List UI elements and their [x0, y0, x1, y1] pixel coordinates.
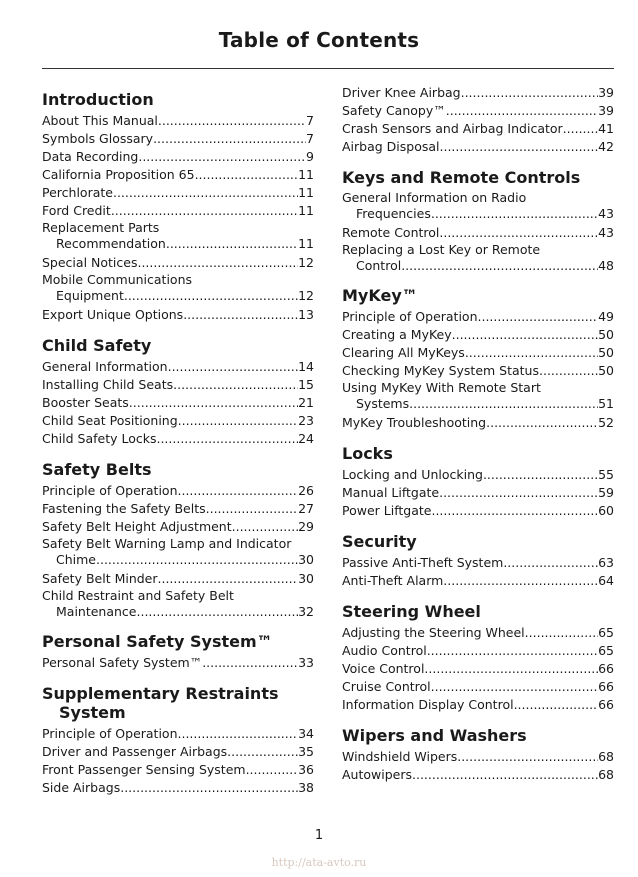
dot-leader: [129, 394, 298, 412]
toc-entry-power-liftgate[interactable]: [342, 502, 614, 520]
toc-section-personal-safety-system: [42, 632, 314, 672]
entry-title: Principle of Operation: [42, 726, 178, 741]
entry-page-number: 15: [298, 377, 314, 392]
toc-entry-side-airbags[interactable]: [42, 779, 314, 797]
dot-leader: [138, 148, 306, 166]
toc-entry-windshield-wipers[interactable]: [342, 748, 614, 766]
entry-page-number: 50: [598, 345, 614, 360]
section-title: Wipers and Washers: [342, 726, 527, 745]
entry-title: Autowipers: [342, 767, 412, 782]
entry-title: Audio Control: [342, 643, 427, 658]
entry-page-number: 35: [298, 744, 314, 759]
entry-page-number: 43: [598, 225, 614, 240]
toc-entry-driver-and-passenger-airbags[interactable]: [42, 743, 314, 761]
dot-leader: [137, 254, 298, 272]
section-title: Keys and Remote Controls: [342, 168, 581, 187]
dot-leader: [431, 206, 598, 222]
toc-section-continued: [342, 84, 614, 156]
entry-page-number: 9: [306, 149, 314, 164]
entry-title: Power Liftgate: [342, 503, 432, 518]
entry-title: Windshield Wipers: [342, 749, 458, 764]
dot-leader: [446, 102, 598, 120]
toc-entry-general-information[interactable]: [42, 358, 314, 376]
toc-entry-export-unique-options[interactable]: [42, 306, 314, 324]
entry-page-number: 59: [598, 485, 614, 500]
dot-leader: [439, 484, 598, 502]
toc-entry-clearing-all-mykeys[interactable]: [342, 344, 614, 362]
toc-section-steering-wheel: [342, 602, 614, 714]
section-title: Security: [342, 532, 417, 551]
toc-entry-mykey-troubleshooting[interactable]: [342, 414, 614, 432]
entry-title: Child Seat Positioning: [42, 413, 178, 428]
entry-page-number: 33: [298, 655, 314, 670]
entry-page-number: 11: [298, 167, 314, 182]
toc-entry-information-display-control[interactable]: [342, 696, 614, 714]
toc-entry-personal-safety-system[interactable]: [42, 654, 314, 672]
entry-title: Manual Liftgate: [342, 485, 440, 500]
entry-title: Passive Anti-Theft System: [342, 555, 504, 570]
dot-leader: [168, 358, 299, 376]
toc-section-locks: [342, 444, 614, 520]
entry-title: Driver and Passenger Airbags: [42, 744, 228, 759]
entry-title: Clearing All MyKeys: [342, 345, 465, 360]
dot-leader: [96, 552, 298, 568]
page-number: 1: [314, 828, 324, 843]
toc-entry-safety-belt-height-adjustment[interactable]: [42, 518, 314, 536]
toc-entry-remote-control[interactable]: [342, 224, 614, 242]
entry-page-number: 7: [306, 113, 314, 128]
toc-entry-safety-belt-minder[interactable]: [42, 570, 314, 588]
dot-leader: [124, 288, 298, 304]
entry-title: Anti-Theft Alarm: [342, 573, 444, 588]
toc-entry-safety-belt-warning-lamp-and-indicator-chime[interactable]: [42, 536, 314, 568]
toc-entry-ford-credit[interactable]: [42, 202, 314, 220]
entry-page-number: 55: [598, 467, 614, 482]
toc-entry-special-notices[interactable]: [42, 254, 314, 272]
toc-entry-audio-control[interactable]: [342, 642, 614, 660]
entry-title-line: Replacing a Lost Key or Remote: [342, 242, 541, 257]
entry-title: Airbag Disposal: [342, 139, 440, 154]
entry-page-number: 7: [306, 131, 314, 146]
entry-page-number: 12: [298, 288, 314, 303]
entry-page-number: 11: [298, 236, 314, 251]
entry-page-number: 21: [298, 395, 314, 410]
dot-leader: [166, 236, 298, 252]
dot-leader: [452, 326, 598, 344]
entry-title: Information Display Control: [342, 697, 514, 712]
entry-page-number: 24: [298, 431, 314, 446]
toc-section-introduction: [42, 90, 314, 324]
entry-page-number: 66: [598, 679, 614, 694]
entry-page-number: 38: [298, 780, 314, 795]
entry-title-line: Mobile Communications: [42, 272, 193, 287]
toc-entry-california-proposition-65[interactable]: [42, 166, 314, 184]
toc-section-child-safety: [42, 336, 314, 448]
dot-leader: [206, 500, 298, 518]
dot-leader: [478, 308, 599, 326]
entry-title: Export Unique Options: [42, 307, 184, 322]
toc-entry-principle-of-operation[interactable]: [42, 482, 314, 500]
entry-title: Systems: [356, 396, 410, 411]
entry-page-number: 64: [598, 573, 614, 588]
toc-entry-mobile-communications-equipment[interactable]: [42, 272, 314, 304]
entry-page-number: 52: [598, 415, 614, 430]
dot-leader: [401, 258, 598, 274]
toc-section-mykey: [342, 286, 614, 432]
toc-entry-replacement-parts-recommendation[interactable]: [42, 220, 314, 252]
entry-page-number: 51: [598, 396, 614, 411]
section-title: Personal Safety System™: [42, 632, 273, 651]
toc-entry-data-recording[interactable]: [42, 148, 314, 166]
entry-page-number: 11: [298, 203, 314, 218]
toc-entry-cruise-control[interactable]: [342, 678, 614, 696]
dot-leader: [409, 396, 598, 412]
entry-page-number: 39: [598, 85, 614, 100]
entry-page-number: 27: [298, 501, 314, 516]
entry-title: Symbols Glossary: [42, 131, 154, 146]
dot-leader: [514, 696, 599, 714]
section-title: Safety Belts: [42, 460, 152, 479]
dot-leader: [246, 761, 299, 779]
entry-page-number: 48: [598, 258, 614, 273]
toc-entry-replacing-a-lost-key-or-remote-control[interactable]: [342, 242, 614, 274]
entry-title: Safety Canopy™: [342, 103, 446, 118]
entry-page-number: 43: [598, 206, 614, 221]
entry-page-number: 65: [598, 625, 614, 640]
entry-title: Locking and Unlocking: [342, 467, 483, 482]
entry-title: Creating a MyKey: [342, 327, 452, 342]
entry-title: Ford Credit: [42, 203, 111, 218]
toc-section-safety-belts: [42, 460, 314, 620]
entry-title-line: Using MyKey With Remote Start: [342, 380, 541, 395]
dot-leader: [431, 502, 598, 520]
entry-title: Chime: [56, 552, 96, 567]
entry-page-number: 11: [298, 185, 314, 200]
entry-title: Child Safety Locks: [42, 431, 157, 446]
dot-leader: [120, 779, 298, 797]
entry-page-number: 68: [598, 749, 614, 764]
toc-entry-symbols-glossary[interactable]: [42, 130, 314, 148]
dot-leader: [173, 376, 298, 394]
toc-entry-autowipers[interactable]: [342, 766, 614, 784]
toc-entry-child-seat-positioning[interactable]: [42, 412, 314, 430]
toc-entry-child-safety-locks[interactable]: [42, 430, 314, 448]
dot-leader: [111, 202, 298, 220]
entry-page-number: 49: [598, 309, 614, 324]
entry-title: Front Passenger Sensing System: [42, 762, 246, 777]
dot-leader: [439, 224, 598, 242]
section-title: Supplementary Restraints System: [42, 684, 279, 722]
entry-title-line: General Information on Radio: [342, 190, 527, 205]
entry-title: Cruise Control: [342, 679, 431, 694]
entry-title: Checking MyKey System Status: [342, 363, 539, 378]
entry-title: Perchlorate: [42, 185, 113, 200]
section-title: Locks: [342, 444, 393, 463]
section-title: MyKey™: [342, 286, 418, 305]
dot-leader: [158, 112, 306, 130]
entry-title: Frequencies: [356, 206, 431, 221]
entry-page-number: 50: [598, 363, 614, 378]
watermark: http://ata-avto.ru: [271, 856, 367, 869]
toc-entry-general-information-on-radio-frequencies[interactable]: [342, 190, 614, 222]
entry-title: Safety Belt Height Adjustment: [42, 519, 232, 534]
toc-section-keys-and-remote-controls: [342, 168, 614, 274]
entry-title: Installing Child Seats: [42, 377, 174, 392]
toc-entry-fastening-the-safety-belts[interactable]: [42, 500, 314, 518]
toc-entry-anti-theft-alarm[interactable]: [342, 572, 614, 590]
dot-leader: [486, 414, 598, 432]
dot-leader: [427, 642, 598, 660]
toc-entry-adjusting-the-steering-wheel[interactable]: [342, 624, 614, 642]
entry-title: Recommendation: [56, 236, 166, 251]
dot-leader: [424, 660, 598, 678]
entry-title: Data Recording: [42, 149, 139, 164]
toc-entry-perchlorate[interactable]: [42, 184, 314, 202]
entry-title: General Information: [42, 359, 168, 374]
entry-page-number: 29: [298, 519, 314, 534]
entry-title: About This Manual: [42, 113, 158, 128]
dot-leader: [158, 570, 299, 588]
entry-title: Adjusting the Steering Wheel: [342, 625, 525, 640]
toc-entry-crash-sensors-and-airbag-indicator[interactable]: [342, 120, 614, 138]
toc-entry-voice-control[interactable]: [342, 660, 614, 678]
entry-title: Principle of Operation: [42, 483, 178, 498]
dot-leader: [483, 466, 598, 484]
entry-page-number: 42: [598, 139, 614, 154]
entry-page-number: 65: [598, 643, 614, 658]
entry-page-number: 13: [298, 307, 314, 322]
dot-leader: [443, 572, 598, 590]
toc-entry-checking-mykey-system-status[interactable]: [342, 362, 614, 380]
entry-title: Side Airbags: [42, 780, 121, 795]
dot-leader: [503, 554, 598, 572]
dot-leader: [232, 518, 298, 536]
entry-title: MyKey Troubleshooting: [342, 415, 487, 430]
toc-entry-passive-anti-theft-system[interactable]: [342, 554, 614, 572]
dot-leader: [440, 138, 599, 156]
entry-page-number: 12: [298, 255, 314, 270]
dot-leader: [137, 604, 299, 620]
toc-entry-child-restraint-and-safety-belt-maintenance[interactable]: [42, 588, 314, 620]
entry-page-number: 41: [598, 121, 614, 136]
toc-column-left: [42, 84, 314, 797]
entry-page-number: 63: [598, 555, 614, 570]
entry-page-number: 23: [298, 413, 314, 428]
entry-page-number: 30: [298, 571, 314, 586]
dot-leader: [457, 748, 598, 766]
dot-leader: [431, 678, 598, 696]
entry-page-number: 66: [598, 661, 614, 676]
entry-title: Equipment: [56, 288, 124, 303]
entry-page-number: 32: [298, 604, 314, 619]
toc-entry-installing-child-seats[interactable]: [42, 376, 314, 394]
entry-page-number: 26: [298, 483, 314, 498]
title-divider: [42, 68, 614, 69]
section-title: Steering Wheel: [342, 602, 481, 621]
section-title: Introduction: [42, 90, 154, 109]
dot-leader: [202, 654, 298, 672]
toc-entry-driver-knee-airbag[interactable]: [342, 84, 614, 102]
entry-title: Personal Safety System™: [42, 655, 203, 670]
entry-title-line: Replacement Parts: [42, 220, 160, 235]
entry-page-number: 50: [598, 327, 614, 342]
dot-leader: [563, 120, 598, 138]
dot-leader: [465, 344, 598, 362]
entry-page-number: 30: [298, 552, 314, 567]
entry-page-number: 34: [298, 726, 314, 741]
entry-title: Special Notices: [42, 255, 138, 270]
toc-entry-safety-canopy[interactable]: [342, 102, 614, 120]
entry-title: Driver Knee Airbag: [342, 85, 461, 100]
dot-leader: [461, 84, 598, 102]
entry-title-line: Child Restraint and Safety Belt: [42, 588, 234, 603]
page-title: Table of Contents: [218, 28, 420, 52]
toc-entry-booster-seats[interactable]: [42, 394, 314, 412]
entry-title: Maintenance: [56, 604, 137, 619]
toc-column-right: [342, 84, 614, 784]
toc-entry-about-this-manual[interactable]: [42, 112, 314, 130]
dot-leader: [227, 743, 298, 761]
toc-entry-using-mykey-with-remote-start-systems[interactable]: [342, 380, 614, 412]
dot-leader: [539, 362, 598, 380]
entry-page-number: 36: [298, 762, 314, 777]
entry-title: Principle of Operation: [342, 309, 478, 324]
entry-page-number: 60: [598, 503, 614, 518]
toc-entry-locking-and-unlocking[interactable]: [342, 466, 614, 484]
entry-page-number: 39: [598, 103, 614, 118]
dot-leader: [153, 130, 306, 148]
dot-leader: [412, 766, 598, 784]
dot-leader: [183, 306, 298, 324]
entry-title: Safety Belt Minder: [42, 571, 158, 586]
toc-section-wipers-and-washers: [342, 726, 614, 784]
entry-title: Booster Seats: [42, 395, 129, 410]
entry-title: Voice Control: [342, 661, 425, 676]
dot-leader: [525, 624, 598, 642]
toc-section-security: [342, 532, 614, 590]
entry-title: Control: [356, 258, 402, 273]
dot-leader: [178, 725, 299, 743]
dot-leader: [156, 430, 298, 448]
entry-page-number: 14: [298, 359, 314, 374]
toc-entry-front-passenger-sensing-system[interactable]: [42, 761, 314, 779]
entry-title: Remote Control: [342, 225, 440, 240]
toc-entry-principle-of-operation[interactable]: [342, 308, 614, 326]
entry-page-number: 68: [598, 767, 614, 782]
dot-leader: [178, 412, 298, 430]
toc-entry-airbag-disposal[interactable]: [342, 138, 614, 156]
dot-leader: [195, 166, 299, 184]
dot-leader: [178, 482, 299, 500]
section-title: Child Safety: [42, 336, 152, 355]
entry-title: California Proposition 65: [42, 167, 195, 182]
entry-title-line: Safety Belt Warning Lamp and Indicator: [42, 536, 292, 551]
toc-entry-principle-of-operation[interactable]: [42, 725, 314, 743]
entry-title: Fastening the Safety Belts: [42, 501, 206, 516]
entry-page-number: 66: [598, 697, 614, 712]
entry-title: Crash Sensors and Airbag Indicator: [342, 121, 563, 136]
toc-section-supplementary-restraints-system: [42, 684, 314, 797]
dot-leader: [113, 184, 298, 202]
toc-entry-manual-liftgate[interactable]: [342, 484, 614, 502]
toc-entry-creating-a-mykey[interactable]: [342, 326, 614, 344]
